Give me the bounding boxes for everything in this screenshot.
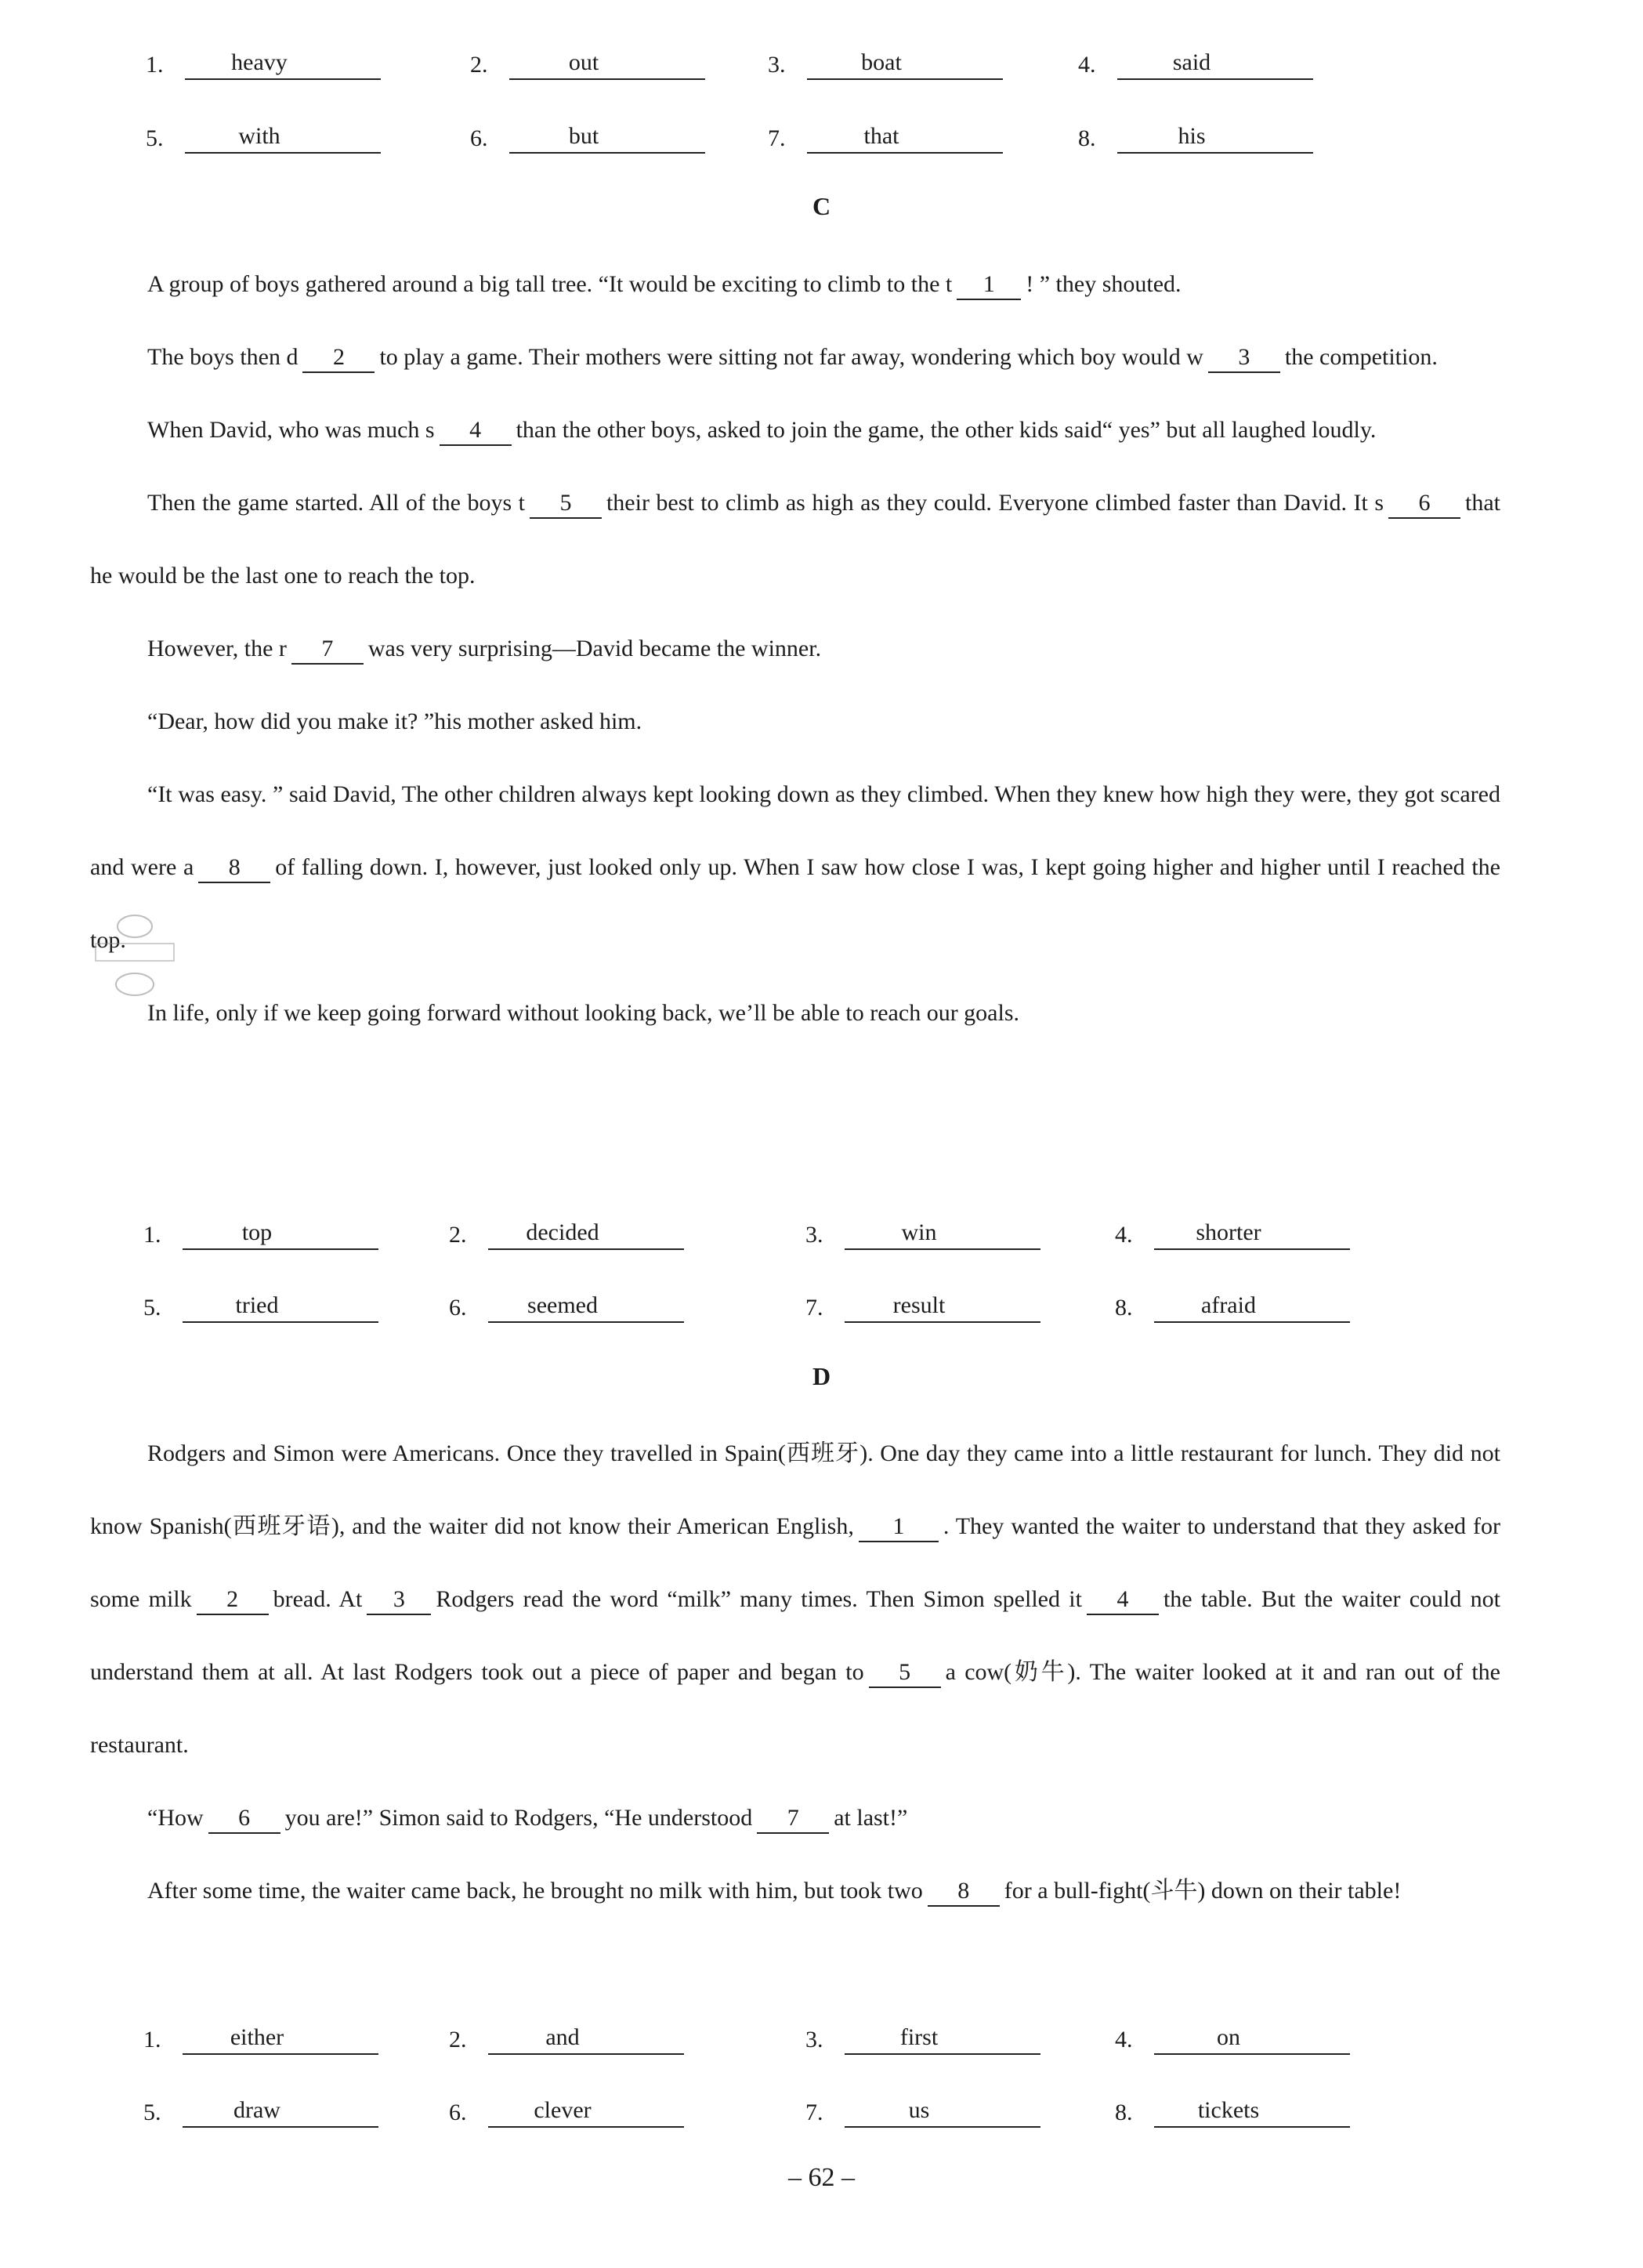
answer-number: 6. [449, 1295, 467, 1321]
answer-blank [1117, 121, 1313, 154]
gap-blank: 8 [928, 1877, 1000, 1907]
answer-number: 5. [146, 125, 164, 151]
answer-text: result [892, 1292, 946, 1318]
answer-blank [488, 2022, 684, 2055]
gap-blank: 1 [859, 1513, 939, 1542]
passage-text: Rodgers read the word “milk” many times. Then Simon spelled it [436, 1586, 1082, 1612]
answer-text: with [238, 123, 280, 149]
section-d-answers-row-2 [143, 2089, 1554, 2132]
answer-blank [845, 2022, 1040, 2055]
answer-number: 8. [1115, 1295, 1133, 1321]
passage-text: Then the game started. All of the boys t [147, 490, 525, 516]
answer-text: on [1217, 2024, 1240, 2050]
answer-text: decided [526, 1219, 599, 1245]
section-d-passage [90, 1417, 1500, 1927]
section-c-passage [90, 248, 1500, 1049]
gap-blank: 4 [440, 416, 512, 446]
answer-text: first [899, 2024, 939, 2050]
answer-blank [183, 2022, 378, 2055]
answer-blank [1117, 47, 1313, 80]
gap-blank: 2 [302, 343, 375, 373]
passage-text: for a bull-fight(斗牛) down on their table! [1004, 1878, 1402, 1904]
answer-number: 8. [1115, 2100, 1133, 2125]
passage-text: . They wanted the waiter to understand that they asked for some milk [90, 1513, 1500, 1612]
section-c-paragraph-4 [90, 466, 1500, 612]
section-c-answers-row-1 [143, 1211, 1554, 1255]
gap-blank: 6 [208, 1804, 280, 1834]
passage-text: When David, who was much s [147, 417, 435, 443]
answer-text: win [901, 1219, 937, 1245]
answer-text: tickets [1197, 2097, 1260, 2123]
gap-blank: 3 [367, 1585, 431, 1615]
passage-text: bread. At [273, 1586, 363, 1612]
answer-blank [845, 1290, 1040, 1323]
gap-blank: 5 [530, 489, 602, 519]
answer-text: said [1172, 49, 1211, 75]
answer-blank [488, 1217, 684, 1250]
gap-blank: 1 [957, 270, 1021, 300]
gap-blank: 5 [869, 1658, 941, 1688]
page-number: – 62 – [788, 2163, 855, 2192]
section-d-paragraph-2 [90, 1781, 1500, 1854]
passage-text: of falling down. I, however, just looked only up. When I saw how close I was, I kept going higher and higher until I reached the top. [90, 854, 1501, 953]
section-c-paragraph-6: “Dear, how did you make it? ”his mother asked him. [147, 708, 642, 734]
passage-text: that he would be the last one to reach the top. [90, 490, 1500, 589]
answer-number: 3. [805, 2027, 823, 2052]
answer-text: top [241, 1219, 273, 1245]
answer-blank [807, 47, 1003, 80]
section-c-paragraph-8: In life, only if we keep going forward without looking back, we’ll be able to reach our goals. [147, 1000, 1020, 1026]
answer-blank [488, 1290, 684, 1323]
passage-text: a cow(奶牛). The waiter looked at it and ran out of the restaurant. [90, 1659, 1500, 1758]
section-c-paragraph-2 [90, 321, 1500, 393]
answer-blank [1154, 2095, 1350, 2128]
section-d-answers-row-1 [143, 2016, 1554, 2060]
gap-blank: 7 [291, 635, 364, 665]
passage-text: the table. But the waiter could not understand them at all. At last Rodgers took out a piece of paper and began to [90, 1586, 1500, 1685]
section-d-paragraph-3 [90, 1854, 1500, 1927]
answer-blank [185, 47, 381, 80]
answer-text: tried [235, 1292, 279, 1318]
section-b-answers-row-2 [146, 114, 1556, 158]
answer-text: but [568, 123, 599, 149]
answer-text: and [545, 2024, 580, 2050]
answer-blank [509, 121, 705, 154]
answer-number: 7. [768, 125, 786, 151]
passage-text: However, the r [147, 636, 287, 661]
answer-number: 2. [449, 1222, 467, 1248]
passage-text: ! ” they shouted. [1026, 271, 1182, 297]
passage-text: Rodgers and Simon were Americans. Once they travelled in Spain(西班牙). One day they came into a little restaurant for lunch. They did not know Spanish(西班牙语), and the waiter did not know their American English, [90, 1440, 1500, 1539]
answer-blank [185, 121, 381, 154]
answer-number: 5. [143, 1295, 161, 1321]
answer-blank [1154, 1217, 1350, 1250]
answer-blank [1154, 2022, 1350, 2055]
answer-text: draw [233, 2097, 280, 2123]
answer-text: boat [861, 49, 902, 75]
passage-text: was very surprising—David became the winner. [367, 636, 822, 661]
answer-number: 1. [143, 2027, 161, 2052]
gap-blank: 2 [197, 1585, 269, 1615]
answer-text: that [863, 123, 899, 149]
answer-blank [183, 1217, 378, 1250]
passage-text: After some time, the waiter came back, he brought no milk with him, but took two [147, 1878, 923, 1904]
answer-text: seemed [527, 1292, 598, 1318]
section-c-paragraph-5 [90, 612, 1500, 685]
answer-blank [1154, 1290, 1350, 1323]
section-c-heading: C [812, 192, 831, 220]
answer-text: clever [534, 2097, 592, 2123]
answer-text: us [908, 2097, 930, 2123]
answer-text: afraid [1201, 1292, 1256, 1318]
answer-number: 5. [143, 2100, 161, 2125]
answer-number: 2. [449, 2027, 467, 2052]
answer-blank [807, 121, 1003, 154]
answer-number: 1. [146, 52, 164, 78]
passage-text: than the other boys, asked to join the game, the other kids said“ yes” but all laughed loudly. [516, 417, 1377, 443]
answer-text: either [230, 2024, 284, 2050]
passage-text: their best to climb as high as they could. Everyone climbed faster than David. It s [606, 490, 1384, 516]
answer-text: out [568, 49, 599, 75]
answer-number: 6. [470, 125, 488, 151]
answer-number: 1. [143, 1222, 161, 1248]
answer-number: 7. [805, 1295, 823, 1321]
answer-number: 4. [1115, 1222, 1133, 1248]
answer-blank [488, 2095, 684, 2128]
gap-blank: 8 [198, 853, 270, 883]
section-c-paragraph-3 [90, 393, 1500, 466]
answer-text: his [1178, 123, 1206, 149]
section-c-answers-row-2 [143, 1284, 1554, 1328]
gap-blank: 3 [1208, 343, 1280, 373]
answer-number: 7. [805, 2100, 823, 2125]
watermark-stamp-icon [92, 903, 177, 1005]
answer-text: heavy [231, 49, 288, 75]
passage-text: at last!” [834, 1805, 908, 1831]
gap-blank: 4 [1087, 1585, 1159, 1615]
section-c-paragraph-7 [90, 758, 1500, 976]
answer-number: 4. [1078, 52, 1096, 78]
passage-text: to play a game. Their mothers were sitting not far away, wondering which boy would w [379, 344, 1203, 370]
answer-blank [845, 1217, 1040, 1250]
gap-blank: 7 [757, 1804, 829, 1834]
answer-number: 8. [1078, 125, 1096, 151]
passage-text: “How [147, 1805, 204, 1831]
answer-blank [183, 1290, 378, 1323]
answer-number: 4. [1115, 2027, 1133, 2052]
passage-text: “It was easy. ” said David, The other children always kept looking down as they climbed. When they knew how high they were, they got scared and were a [90, 781, 1500, 880]
answer-number: 3. [768, 52, 786, 78]
section-d-heading: D [812, 1362, 831, 1390]
answer-number: 3. [805, 1222, 823, 1248]
answer-text: shorter [1196, 1219, 1261, 1245]
answer-number: 2. [470, 52, 488, 78]
section-c-paragraph-1 [90, 248, 1500, 321]
section-d-paragraph-1 [90, 1417, 1500, 1781]
answer-blank [845, 2095, 1040, 2128]
gap-blank: 6 [1388, 489, 1460, 519]
passage-text: A group of boys gathered around a big tall tree. “It would be exciting to climb to the t [147, 271, 953, 297]
passage-text: the competition. [1284, 344, 1438, 370]
answer-blank [183, 2095, 378, 2128]
passage-text: you are!” Simon said to Rodgers, “He understood [284, 1805, 753, 1831]
passage-text: The boys then d [147, 344, 299, 370]
answer-blank [509, 47, 705, 80]
section-b-answers-row-1 [146, 41, 1556, 85]
answer-number: 6. [449, 2100, 467, 2125]
